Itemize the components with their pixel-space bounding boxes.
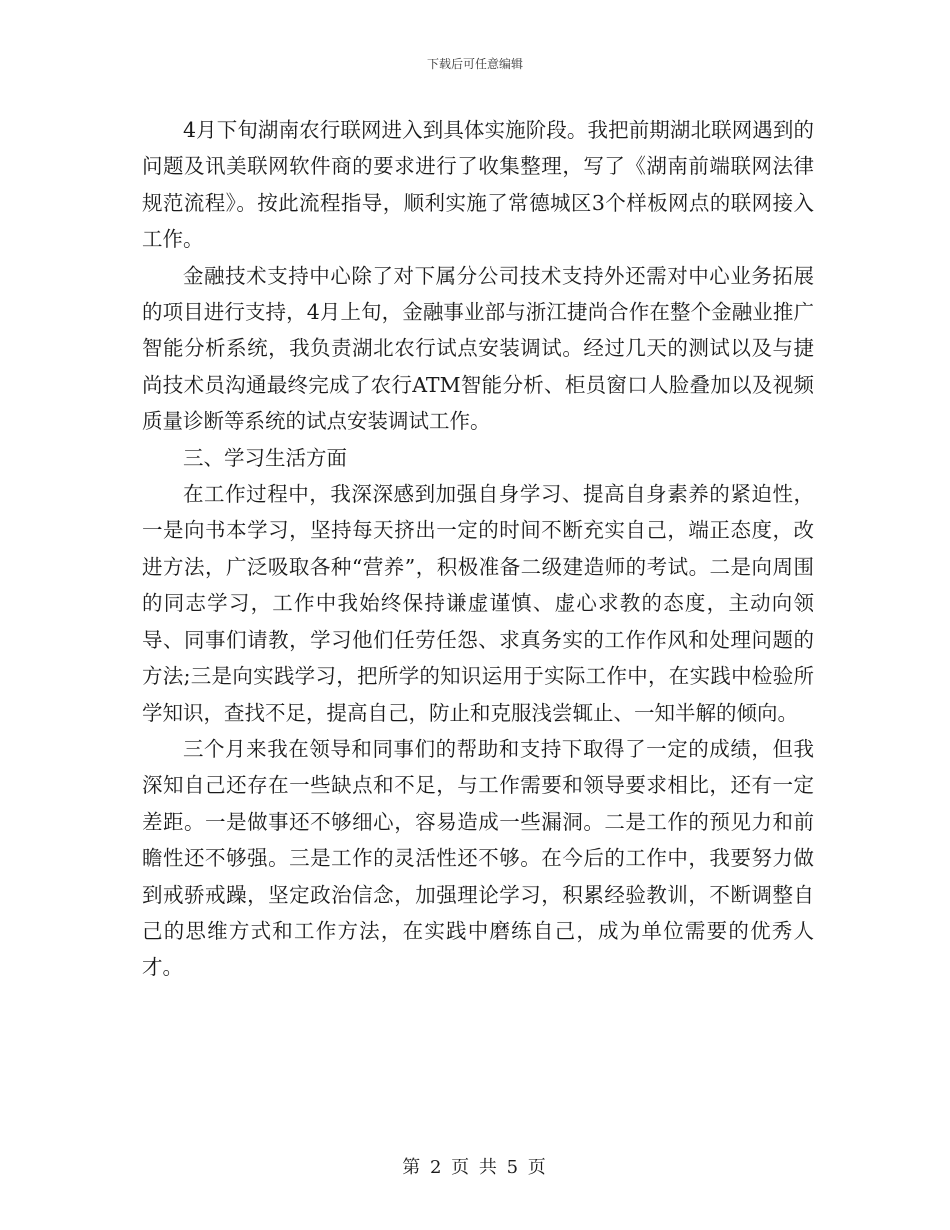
paragraph-hunan-network: 4月下旬湖南农行联网进入到具体实施阶段。我把前期湖北联网遇到的问题及讯美联网软件商的要求进行了收集整理，写了《湖南前端联网法律规范流程》。按此流程指导，顺利实施了常德城区3个样板网点的联网接入工作。 [142,118,814,252]
page-header: 下载后可任意编辑 [426,57,523,71]
paragraph-self-study: 在工作过程中，我深深感到加强自身学习、提高自身素养的紧迫性，一是向书本学习，坚持每天挤出一定的时间不断充实自己，端正态度，改进方法，广泛吸取各种“营养”，积极准备二级建造师的考试。二是向周围的同志学习，工作中我始终保持谦虚谨慎、虚心求教的态度，主动向领导、同事们请教，学习他们任劳任怨、求真务实的工作作风和处理问题的方法;三是向实践学习，把所学的知识运用于实际工作中，在实践中检验所学知识，查找不足，提高自己，防止和克服浅尝辄止、一知半解的倾向。 [142,482,814,725]
paragraph-financial-support: 金融技术支持中心除了对下属分公司技术支持外还需对中心业务拓展的项目进行支持，4月上旬，金融事业部与浙江捷尚合作在整个金融业推广智能分析系统，我负责湖北农行试点安装调试。经过几天的测试以及与捷尚技术员沟通最终完成了农行ATM智能分析、柜员窗口人脸叠加以及视频质量诊断等系统的试点安装调试工作。 [142,263,814,434]
section-heading-study-life: 三、学习生活方面 [183,445,347,470]
paragraph-summary: 三个月来我在领导和同事们的帮助和支持下取得了一定的成绩，但我深知自己还存在一些缺点和不足，与工作需要和领导要求相比，还有一定差距。一是做事还不够细心，容易造成一些漏洞。二是工作的预见力和前瞻性还不够强。三是工作的灵活性还不够。在今后的工作中，我要努力做到戒骄戒躁，坚定政治信念，加强理论学习，积累经验教训，不断调整自己的思维方式和工作方法，在实践中磨练自己，成为单位需要的优秀人才。 [142,736,814,980]
page-footer: 第 2 页 共 5 页 [402,1157,548,1178]
document-body [142,112,814,986]
